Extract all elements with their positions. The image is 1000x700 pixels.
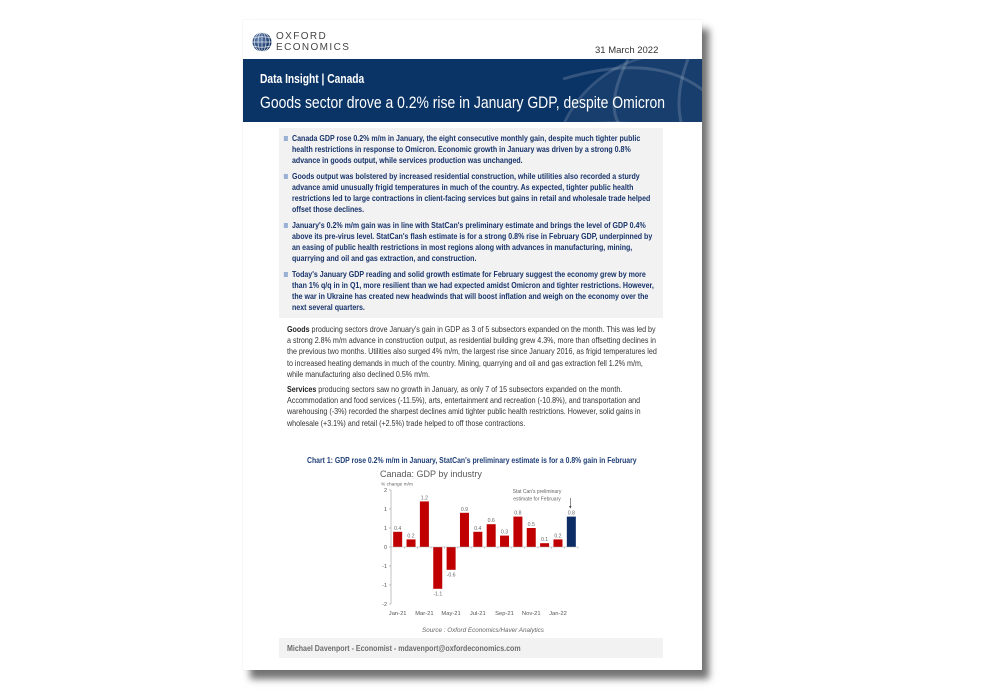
title-banner: [243, 59, 702, 122]
key-point: [292, 133, 660, 166]
chart-source: Source : Oxford Economics/Haver Analytics: [422, 627, 544, 634]
bar-value-label: 0.9: [460, 506, 469, 513]
document-page: [243, 20, 702, 670]
chart-caption: Chart 1: GDP rose 0.2% m/m in January, StatCan's preliminary estimate is for a 0.8% gain in February: [307, 455, 637, 465]
bar: [473, 532, 482, 547]
chart-annotation: estimate for February: [513, 496, 561, 503]
x-tick-label: May-21: [441, 611, 461, 617]
key-point-text: Goods output was bolstered by increased residential construction, while utilities also recorded a sturdy advance amid unusually frigid temperatures in much of the country. As expected, tighter public health restrictions led to large contractions in client-facing services but gains in retail and wholesale trade helped offset those declines.: [292, 171, 651, 214]
chart-title: Canada: GDP by industry: [380, 469, 482, 479]
x-tick-label: Jul-21: [469, 611, 486, 617]
bar: [407, 539, 416, 547]
bar-value-label: 0.8: [514, 510, 522, 517]
key-points-panel: [279, 128, 663, 318]
key-point: [292, 269, 660, 313]
chart-annotation: Stat Can's preliminary: [512, 489, 562, 495]
logo-line-economics: ECONOMICS: [276, 42, 351, 53]
bar-value-label: 0.4: [394, 525, 402, 532]
author-contact: Michael Davenport - Economist - mdavenport@oxfordeconomics.com: [287, 643, 521, 653]
author-footer: [279, 638, 663, 658]
body-paragraph-services: [287, 384, 661, 429]
logo-line-oxford: OXFORD: [276, 31, 328, 42]
bar: [553, 539, 562, 547]
bar: [487, 524, 496, 547]
bar-value-label: -1.1: [433, 591, 443, 598]
bar-value-label: 0.4: [474, 525, 482, 532]
y-tick-label: 1: [383, 526, 387, 532]
banner-kicker: Data Insight | Canada: [260, 72, 365, 86]
key-point-text: January's 0.2% m/m gain was in line with StatCan's preliminary estimate and brings the level of GDP 0.4% above its pre-virus level. StatCan's flash estimate is for a strong 0.8% rise in February GDP, underpinned by an easing of public health restrictions in most regions along with advances in manufacturing, mining, quarrying and oil and gas extraction, and construction.: [292, 220, 653, 263]
key-point-text: Canada GDP rose 0.2% m/m in January, the eight consecutive monthly gain, despite much tighter public health restrictions in response to Omicron. Economic growth in January was driven by a strong 0.8% advance in goods output, while services production was unchanged.: [292, 133, 641, 165]
bar-value-label: 0.3: [500, 529, 509, 536]
key-point-text: Today's January GDP reading and solid growth estimate for February suggest the economy grew by more than 1% q/q in in Q1, more resilient than we had expected amidst Omicron and tighter restrictions. However, the war in Ukraine has created new headwinds that will boost inflation and weigh on the economy over the next several quarters.: [292, 269, 654, 312]
bar-value-label: 0.6: [487, 518, 495, 525]
logo-wordmark: [276, 31, 350, 53]
bar: [500, 536, 509, 547]
bar: [460, 513, 469, 547]
bar: [447, 547, 456, 570]
globe-icon: [252, 32, 272, 52]
bar: [513, 517, 522, 547]
y-tick-label: 1: [383, 507, 387, 513]
bar-value-label: 0.1: [540, 537, 549, 544]
bar-value-label: 0.5: [527, 522, 535, 528]
y-tick-label: -1: [382, 564, 387, 570]
key-point: [292, 171, 660, 215]
bullet-square-icon: [284, 223, 288, 228]
bar-estimate: [567, 517, 576, 547]
page-title: Goods sector drove a 0.2% rise in January GDP, despite Omicron: [260, 93, 665, 112]
paragraph-text: producing sectors saw no growth in January, as only 7 of 15 subsectors expanded on the month. Accommodation and food services (-11.5%), arts, entertainment and recreation (-10.8%), and transportation and warehousing (-3%) recorded the sharpest declines amid tighter public health restrictions. However, solid gains in wholesale (+3.1%) and retail (+2.5%) trade helped to off those contractions.: [287, 384, 641, 428]
bar: [540, 543, 549, 547]
bar: [433, 547, 442, 589]
y-axis-label: % change m/m: [381, 482, 413, 488]
x-tick-label: Nov-21: [521, 611, 541, 617]
y-tick-label: 0: [383, 545, 387, 551]
y-tick-label: 2: [383, 488, 387, 494]
bar-value-label: 1.2: [420, 495, 429, 502]
body-paragraph-goods: [287, 324, 661, 380]
bar-value-label: -0.6: [446, 572, 456, 579]
x-tick-label: Jan-22: [549, 611, 567, 617]
publication-date: 31 March 2022: [595, 45, 659, 56]
bullet-square-icon: [284, 272, 288, 277]
paragraph-lead: Services: [287, 384, 317, 394]
bar-value-label: 0.8: [567, 510, 575, 517]
arrowhead-icon: [569, 506, 572, 509]
y-tick-label: -2: [382, 602, 387, 608]
x-tick-label: Jan-21: [388, 611, 407, 617]
y-tick-label: -1: [382, 583, 387, 589]
x-tick-label: Sep-21: [495, 611, 514, 617]
x-tick-label: Mar-21: [415, 611, 434, 617]
bar: [393, 532, 402, 547]
bullet-square-icon: [284, 136, 288, 141]
paragraph-text: producing sectors drove January's gain in GDP as 3 of 5 subsectors expanded on the month. This was led by a strong 2.8% m/m advance in construction output, as residential building grew 4.3%, more than offsetting declines in the previous two months. Utilities also surged 4% m/m, the largest rise since January 2016, as frigid temperatures led to increased heating demands in much of the country. Mining, quarrying and oil and gas extraction fell 1.2% m/m, while manufacturing also declined 0.5% m/m.: [287, 324, 657, 379]
key-point: [292, 220, 660, 264]
bullet-square-icon: [284, 174, 288, 179]
bar: [420, 501, 429, 547]
key-points-list: [292, 133, 660, 318]
bar-value-label: 0.2: [407, 533, 415, 540]
bar: [527, 528, 536, 547]
gdp-bar-chart: [370, 466, 620, 638]
bar-value-label: 0.2: [554, 533, 562, 540]
paragraph-lead: Goods: [287, 324, 310, 334]
